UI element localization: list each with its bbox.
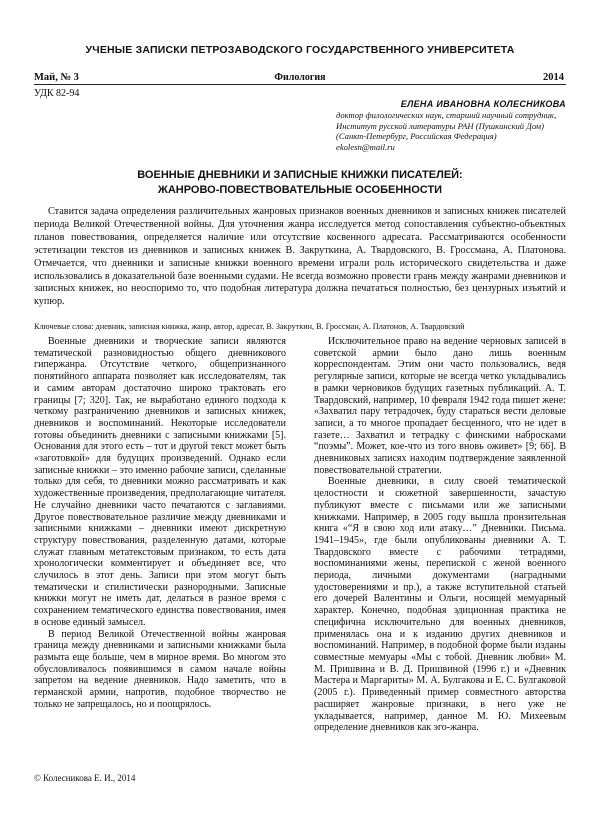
paragraph: Военные дневники и творческие записи являются тематической разновидностью общего дневникового гипержанра. Отсутствие четкого, общепризнанного понятийного аппарата позволяет как исследователям, так и самим авторам достаточно широко трактовать его границы [7; 320]. Так, не выработано единого подхода к четкому разграничению дневников и записных книжек, дневников и воспоминаний. Некоторые исследователи готовы объединить дневники с записными книжками [5]. Основания для этого есть – тот и другой текст может быть «заготовкой» для будущих произведений. Однако если записные книжки – это именно рабочие записи, сделанные только для себя, то дневники можно рассматривать и как художественные произведения, предполагающие читателя. Не случайно дневники часто печатаются с заглавиями. Другое повествовательное различие между дневниками и записными книжками – дневники имеют дискретную структуру повествования, разделенную датами, которые служат главным метатекстовым признаком, то есть дата хронологически комментирует и объединяет все, что случилось в этот день. Записи при этом могут быть тематически и стилистически разнородными. Записные книжки могут не иметь дат, делаться в разное время с сохранением тематического единства повествования, имея в основе единый замысел. (34, 336, 286, 628)
paragraph: Исключительное право на ведение черновых записей в советской армии было дано лишь военным корреспондентам. Этим они часто пользовались, ведя регулярные записи, которые не всегда четко укладывались в рамки черновиков будущих газетных публикаций. А. Т. Твардовский, например, 10 февраля 1942 года пишет жене: «Захватил пару тетрадочек, буду стараться вести деловые записи, а то многое пропадает бесценного, что не идет в газете… Захватил и тетрадку с финскими набросками “поэмы”. Может, кое-что из того вновь оживет» [9; 66]. В дневниковых записях находим подтверждение заявленной повествовательной стратегии. (314, 336, 566, 476)
author-name: ЕЛЕНА ИВАНОВНА КОЛЕСНИКОВА (400, 99, 566, 109)
journal-title: УЧЕНЫЕ ЗАПИСКИ ПЕТРОЗАВОДСКОГО ГОСУДАРСТВЕННОГО УНИВЕРСИТЕТА (85, 44, 515, 56)
author-email: ekolesn@mail.ru (336, 141, 395, 152)
issue-number: Май, № 3 (34, 72, 79, 83)
article-title-line-1: ВОЕННЫЕ ДНЕВНИКИ И ЗАПИСНЫЕ КНИЖКИ ПИСАТЕЛЕЙ: (137, 169, 463, 181)
body-column-right (314, 336, 566, 734)
header-divider (34, 84, 566, 85)
keywords: Ключевые слова: дневник, записная книжка, жанр, автор, адресат, В. Закруткин, В. Гроссман, А. Платонов, А. Твардовский (34, 322, 465, 331)
section-name: Филология (274, 72, 326, 83)
abstract: Ставится задача определения различительных жанровых признаков военных дневников и записных книжек писателей периода Великой Отечественной войны. Для уточнения жанра исследуется метод сопоставления субъектно-объектных планов повествования, определяется наличие или отсутствие косвенного адресата. Рассматриваются особенности эстетизации текстов из дневников и записных книжек В. Закруткина, А. Твардовского, В. Гроссмана, А. Платонова. Отмечается, что дневники и записные книжки военного времени играли роль исторического свидетельства и даже использовались в доказательной базе военными судами. Не всегда возможно провести грань между жанрами дневников и записных книжек, но неоспоримо то, что подобная литература должна печататься полностью, без цензурных изъятий и купюр. (34, 206, 566, 308)
paragraph: Военные дневники, в силу своей тематической целостности и сюжетной завершенности, зачастую публикуют вместе с письмами или же записными книжками. Например, в 2005 году вышла пронзительная книга «“Я в свою ход или атаку…” Дневники. Письма. 1941–1945», где были опубликованы дневники А. Т. Твардовского вместе с рабочими тетрадями, воспоминаниями жены, перепиской с женой военного периода, личными документами (наградными удостоверениями и пр.), а также вступительной статьей его дочерей Валентины и Ольги, носящей мемуарный характер. Конечно, подобная эдиционная практика не специфична исключительно для военных дневников, применялась она и к изданию других дневников и воспоминаний. Например, в подобной форме были изданы совместные мемуары «Мы с тобой. Дневник любви» М. М. Пришвина и В. Д. Пришвиной (1996 г.) и «Дневник Мастера и Маргариты» М. А. Булгакова и Е. С. Булгаковой (2005 г.). Приведенный пример совместного авторства расширяет жанровые признаки, в него уже не укладывается, например, данное М. Ю. Михеевым определение дневников как эго-жанра. (314, 476, 566, 734)
article-title (60, 168, 540, 198)
body-column-left (34, 336, 286, 711)
paragraph: В период Великой Отечественной войны жанровая граница между дневниками и записными книжками была размыта еще больше, чем в мирное время. Во многом это обусловливалось появившимся в самом начале войны запретом на ведение дневников. Надо заметить, что в германской армии, напротив, подобное творчество не только не запрещалось, но и поощрялось. (34, 628, 286, 710)
issue-year: 2014 (543, 72, 564, 83)
copyright-notice: © Колесникова Е. И., 2014 (34, 773, 136, 783)
udk-code: УДК 82-94 (34, 88, 80, 99)
author-affiliation: доктор филологических наук, старший научный сотрудник, Институт русской литературы РАН (Пушкинский Дом) (Санкт-Петербург, Российская Федерация) (336, 110, 557, 142)
author-block (336, 99, 566, 152)
article-title-line-2: ЖАНРОВО-ПОВЕСТВОВАТЕЛЬНЫЕ ОСОБЕННОСТИ (157, 184, 443, 196)
